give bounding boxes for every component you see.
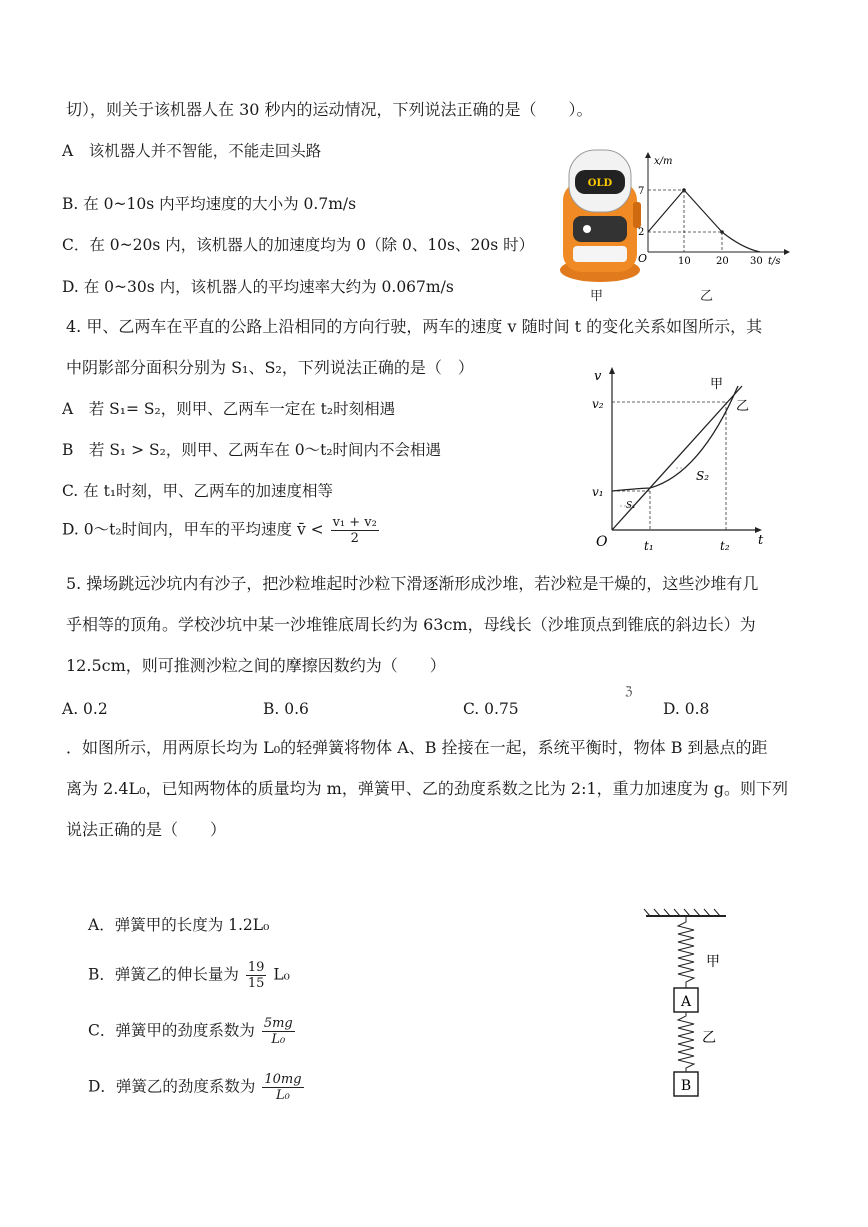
q3-graph-origin: O bbox=[638, 252, 648, 265]
q6-option-b-suffix: L₀ bbox=[273, 965, 290, 984]
q5-option-c: C. 0.75 bbox=[463, 700, 519, 718]
q6-option-b bbox=[88, 960, 290, 991]
q6-option-d-num: 10mg bbox=[264, 1072, 302, 1087]
q4-graph-ylabel: v bbox=[594, 369, 602, 384]
q6-option-c-prefix: C．弹簧甲的劲度系数为 bbox=[88, 1021, 255, 1040]
q4-option-a: A 若 S₁= S₂，则甲、乙两车一定在 t₂时刻相遇 bbox=[62, 400, 396, 418]
q6-option-b-den: 15 bbox=[247, 976, 265, 991]
q4-graph-t2: t₂ bbox=[720, 539, 730, 553]
q5-stray-mark: ℨ bbox=[625, 684, 633, 698]
q3-stem-tail: 切），则关于该机器人在 30 秒内的运动情况，下列说法正确的是（ ）。 bbox=[66, 100, 593, 119]
q4-graph-s1: S₁ bbox=[626, 501, 636, 511]
q6-option-b-prefix: B．弹簧乙的伸长量为 bbox=[88, 965, 239, 984]
q4-graph-origin: O bbox=[596, 534, 608, 550]
q6-option-c-fraction bbox=[262, 1016, 295, 1047]
q3-option-b: B. 在 0~10s 内平均速度的大小为 0.7m/s bbox=[62, 195, 357, 213]
q6-option-d-fraction bbox=[262, 1072, 303, 1103]
q4-option-d bbox=[62, 515, 381, 546]
q3-option-d: D. 在 0~30s 内，该机器人的平均速率大约为 0.067m/s bbox=[62, 278, 454, 296]
q4-graph-label-yi: 乙 bbox=[736, 399, 750, 414]
q6-line1: ．如图所示，用两原长均为 L₀的轻弹簧将物体 A、B 拴接在一起，系统平衡时，物体 B 到悬点的距 bbox=[66, 738, 768, 757]
q6-option-d-den: L₀ bbox=[276, 1088, 290, 1103]
q3-graph-xtick-30: 30 bbox=[750, 256, 763, 267]
q6-option-b-num: 19 bbox=[247, 960, 265, 975]
q4-stem-line2: 中阴影部分面积分别为 S₁、S₂，下列说法正确的是（ ） bbox=[66, 358, 474, 377]
q4-graph-label-jia: 甲 bbox=[710, 377, 724, 392]
q4-graph-xlabel: t bbox=[758, 533, 764, 548]
q6-option-b-fraction bbox=[246, 960, 267, 991]
q5-option-a: A. 0.2 bbox=[62, 700, 108, 718]
q3-graph-xtick-10: 10 bbox=[678, 256, 691, 267]
q3-graph-ylabel: x/m bbox=[654, 156, 673, 167]
q4-vt-graph bbox=[590, 364, 770, 564]
q4-graph-line-jia bbox=[612, 386, 742, 530]
q4-option-d-den: 2 bbox=[350, 531, 359, 546]
q4-graph-v2: v₂ bbox=[592, 397, 604, 411]
q6-option-d-prefix: D．弹簧乙的劲度系数为 bbox=[88, 1077, 256, 1096]
spring-jia bbox=[678, 916, 694, 988]
q4-graph-t1: t₁ bbox=[644, 539, 654, 553]
q3-graph-ytick-2: 2 bbox=[638, 227, 645, 238]
q4-graph-s2: S₂ bbox=[696, 469, 710, 483]
q6-line3: 说法正确的是（ ） bbox=[66, 820, 227, 839]
q4-option-c: C. 在 t₁时刻，甲、乙两车的加速度相等 bbox=[62, 482, 334, 500]
q6-fig-block-b: B bbox=[680, 1078, 692, 1094]
q3-fig-label-yi: 乙 bbox=[700, 289, 714, 304]
q3-fig-label-jia: 甲 bbox=[590, 289, 604, 304]
q5-line1: 5. 操场跳远沙坑内有沙子，把沙粒堆起时沙粒下滑逐渐形成沙堆，若沙粒是干燥的，这些沙堆有几 bbox=[66, 574, 759, 593]
q3-graph-xtick-20: 20 bbox=[716, 256, 729, 267]
q4-option-d-num: v₁ + v₂ bbox=[332, 515, 377, 530]
q3-xt-graph bbox=[632, 152, 792, 272]
q5-option-d: D. 0.8 bbox=[663, 700, 710, 718]
q4-option-b: B 若 S₁ > S₂，则甲、乙两车在 0～t₂时间内不会相遇 bbox=[62, 441, 442, 459]
q5-option-b: B. 0.6 bbox=[263, 700, 309, 718]
spring-yi bbox=[678, 1012, 694, 1072]
q6-fig-block-a: A bbox=[680, 994, 692, 1010]
q3-graph-line bbox=[648, 190, 722, 232]
q6-option-c bbox=[88, 1016, 297, 1047]
q4-option-d-fraction bbox=[331, 515, 379, 546]
q3-option-a: A 该机器人并不智能，不能走回头路 bbox=[62, 142, 322, 160]
q6-option-c-den: L₀ bbox=[271, 1032, 286, 1047]
q6-option-c-num: 5mg bbox=[263, 1016, 293, 1031]
q6-fig-label-yi: 乙 bbox=[702, 1030, 716, 1046]
q6-option-a: A．弹簧甲的长度为 1.2L₀ bbox=[88, 916, 270, 934]
robot-screen-text: OLD bbox=[587, 178, 613, 189]
q6-option-d bbox=[88, 1072, 306, 1103]
q5-line2: 乎相等的顶角。学校沙坑中某一沙堆锥底周长约为 63cm，母线长（沙堆顶点到锥底的斜边长）为 bbox=[66, 615, 756, 634]
q3-option-c: C．在 0~20s 内，该机器人的加速度均为 0（除 0、10s、20s 时） bbox=[62, 236, 535, 254]
q5-line3: 12.5cm，则可推测沙粒之间的摩擦因数约为（ ） bbox=[66, 656, 446, 675]
q3-graph-ytick-7: 7 bbox=[638, 186, 645, 197]
q6-line2: 离为 2.4L₀，已知两物体的质量均为 m，弹簧甲、乙的劲度系数之比为 2:1，重力加速度为 g。则下列 bbox=[66, 779, 788, 798]
q3-graph-xlabel: t/s bbox=[768, 256, 781, 267]
q6-spring-figure bbox=[640, 908, 740, 1098]
q4-graph-v1: v₁ bbox=[592, 485, 604, 499]
q4-option-d-prefix: D. 0～t₂时间内，甲车的平均速度 v̄ < bbox=[62, 520, 324, 539]
q6-fig-label-jia: 甲 bbox=[706, 954, 720, 970]
q4-stem-line1: 4. 甲、乙两车在平直的公路上沿相同的方向行驶，两车的速度 v 随时间 t 的变化关系如图所示，其 bbox=[66, 317, 763, 336]
